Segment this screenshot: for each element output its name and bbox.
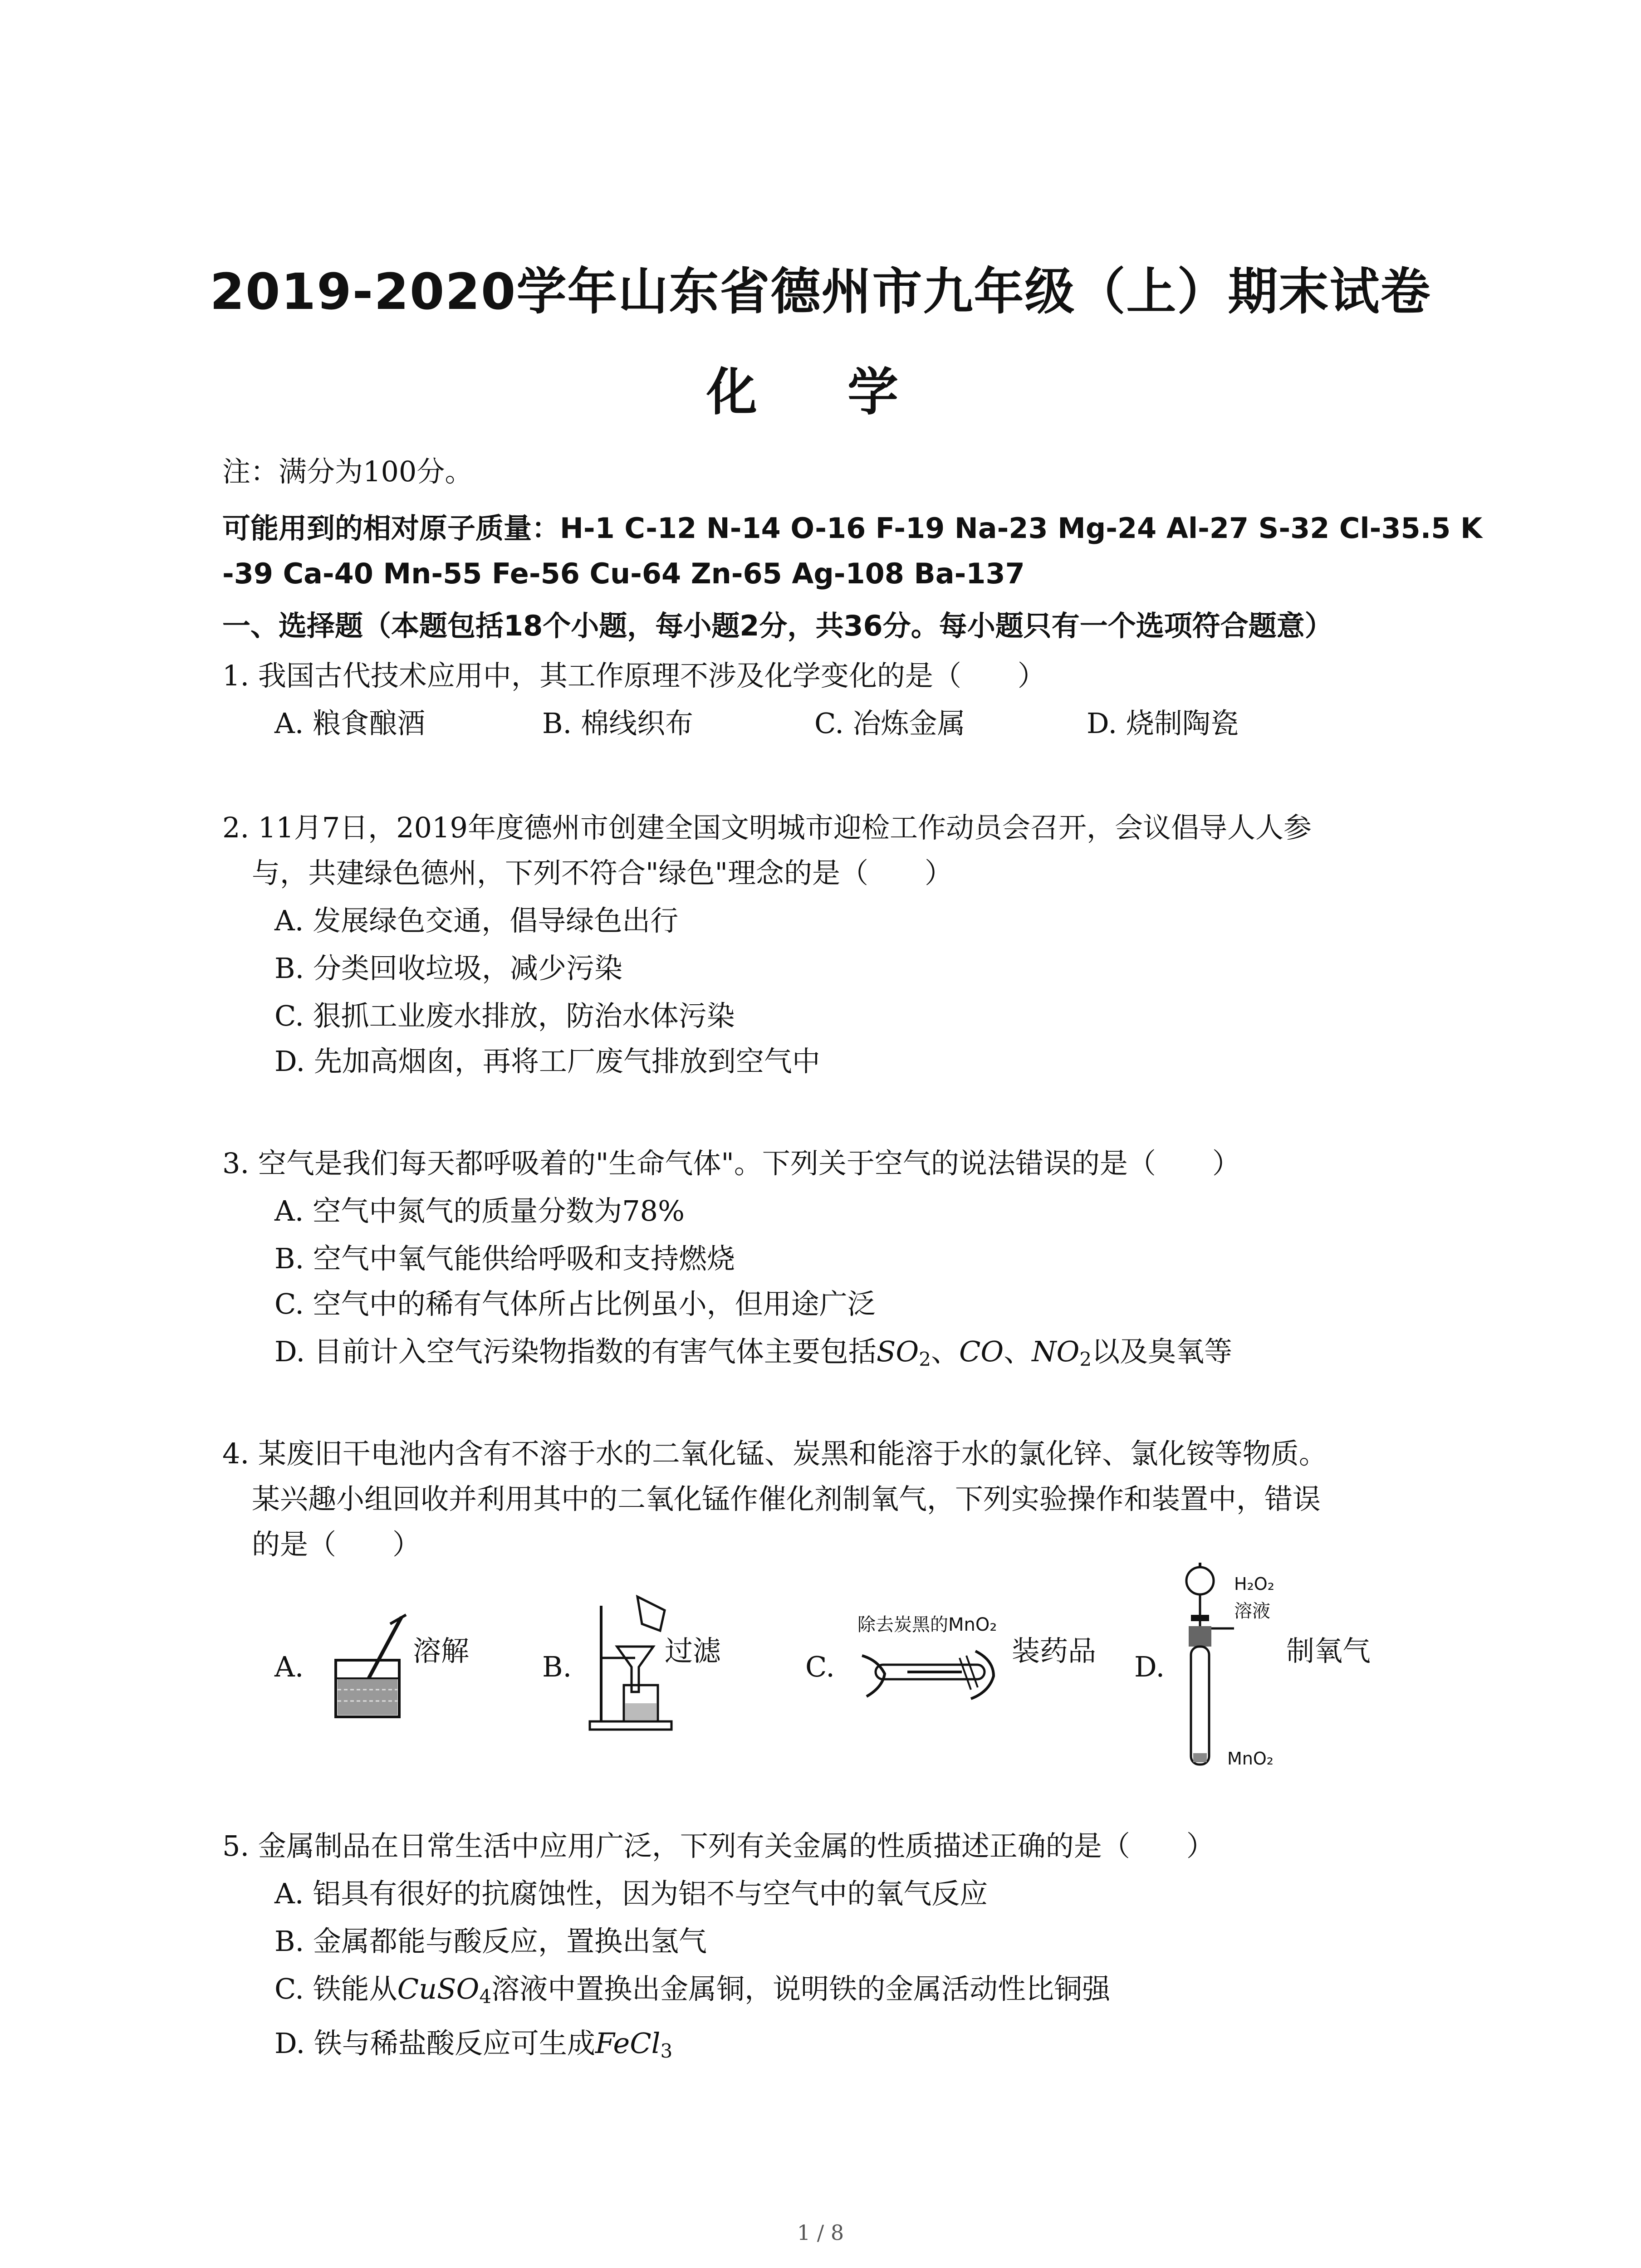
q3-option-b: B. 空气中氧气能供给呼吸和支持燃烧 xyxy=(274,1242,735,1275)
q1-option-b: B. 棉线织布 xyxy=(542,707,693,740)
separator: 、 xyxy=(1004,1335,1032,1368)
figure-d-mno2-label: MnO₂ xyxy=(1227,1749,1274,1769)
q4-option-c-label: 装药品 xyxy=(1012,1634,1097,1667)
subject-title: 化 学 xyxy=(706,363,935,422)
formula-cuso4-subscript: 4 xyxy=(479,1985,492,2008)
q5-option-d xyxy=(274,2025,672,2069)
formula-no2: NO xyxy=(1032,1335,1080,1368)
q3-option-d-text: D. 目前计入空气污染物指数的有害气体主要包括 xyxy=(274,1335,877,1368)
figure-c-caption: 除去炭黑的MnO₂ xyxy=(857,1614,997,1635)
q3-option-d xyxy=(274,1334,1232,1378)
q4-option-b-label: 过滤 xyxy=(665,1634,721,1667)
q5-option-b: B. 金属都能与酸反应，置换出氢气 xyxy=(274,1925,707,1958)
atomic-mass-line-1: 可能用到的相对原子质量：H-1 C-12 N-14 O-16 F-19 Na-23 Mg-24 Al-27 S-32 Cl-35.5 K xyxy=(222,512,1483,545)
q2-option-c: C. 狠抓工业废水排放，防治水体污染 xyxy=(274,999,735,1032)
page-number: 1 / 8 xyxy=(797,2220,844,2245)
atomic-mass-line-2: -39 Ca-40 Mn-55 Fe-56 Cu-64 Zn-65 Ag-108 Ba-137 xyxy=(222,557,1025,590)
q4-option-a-letter: A. xyxy=(274,1650,304,1683)
formula-fecl3: FeCl xyxy=(595,2027,661,2060)
formula-no2-subscript: 2 xyxy=(1079,1348,1092,1370)
q5-option-c xyxy=(274,1971,1110,2015)
formula-fecl3-subscript: 3 xyxy=(660,2040,673,2062)
q5-option-d-prefix: D. 铁与稀盐酸反应可生成 xyxy=(274,2027,595,2060)
separator: 、 xyxy=(931,1335,959,1368)
q1-option-a: A. 粮食酿酒 xyxy=(274,707,426,740)
section-heading: 一、选择题（本题包括18个小题，每小题2分，共36分。每小题只有一个选项符合题意） xyxy=(222,609,1333,642)
formula-so2-subscript: 2 xyxy=(919,1348,931,1370)
formula-cuso4: CuSO xyxy=(397,1972,480,2005)
question-4-stem-line-1: 4. 某废旧干电池内含有不溶于水的二氧化锰、炭黑和能溶于水的氯化锌、氯化铵等物质。 xyxy=(222,1437,1327,1470)
q4-option-d-letter: D. xyxy=(1134,1650,1165,1683)
question-4-stem-line-3: 的是（ ） xyxy=(252,1528,421,1561)
formula-so2: SO xyxy=(876,1335,919,1368)
question-1-stem: 1. 我国古代技术应用中，其工作原理不涉及化学变化的是（ ） xyxy=(222,659,1046,692)
question-2-stem-line-1: 2. 11月7日，2019年度德州市创建全国文明城市迎检工作动员会召开，会议倡导人人参 xyxy=(222,811,1312,844)
oxygen-generator-figure xyxy=(1175,1560,1234,1774)
q1-option-d: D. 烧制陶瓷 xyxy=(1087,707,1239,740)
q2-option-d: D. 先加高烟囱，再将工厂废气排放到空气中 xyxy=(274,1045,820,1078)
q3-option-a: A. 空气中氮气的质量分数为78% xyxy=(274,1194,685,1227)
formula-co: CO xyxy=(959,1335,1004,1368)
question-5-stem: 5. 金属制品在日常生活中应用广泛，下列有关金属的性质描述正确的是（ ） xyxy=(222,1829,1215,1862)
note-text: 注：满分为100分。 xyxy=(222,455,473,488)
q2-option-b: B. 分类回收垃圾，减少污染 xyxy=(274,952,622,985)
figure-d-solution-label: 溶液 xyxy=(1234,1601,1270,1622)
q4-option-c-letter: C. xyxy=(805,1650,835,1683)
question-4-stem-line-2: 某兴趣小组回收并利用其中的二氧化锰作催化剂制氧气，下列实验操作和装置中，错误 xyxy=(252,1482,1321,1515)
q4-option-b-letter: B. xyxy=(542,1650,572,1683)
q3-option-d-suffix: 以及臭氧等 xyxy=(1092,1335,1233,1368)
q1-option-c: C. 冶炼金属 xyxy=(814,707,965,740)
q4-option-a-label: 溶解 xyxy=(413,1634,470,1667)
figure-d-h2o2-label: H₂O₂ xyxy=(1234,1574,1274,1594)
question-3-stem: 3. 空气是我们每天都呼吸着的"生命气体"。下列关于空气的说法错误的是（ ） xyxy=(222,1147,1240,1180)
question-2-stem-line-2: 与，共建绿色德州，下列不符合"绿色"理念的是（ ） xyxy=(252,856,953,890)
q5-option-c-prefix: C. 铁能从 xyxy=(274,1972,397,2005)
q4-option-d-label: 制氧气 xyxy=(1286,1634,1371,1667)
test-tube-loading-figure xyxy=(857,1642,1003,1706)
filtration-apparatus-figure xyxy=(585,1588,676,1733)
q5-option-a: A. 铝具有很好的抗腐蚀性，因为铝不与空气中的氧气反应 xyxy=(274,1877,988,1910)
q5-option-c-suffix: 溶液中置换出金属铜，说明铁的金属活动性比铜强 xyxy=(491,1972,1111,2005)
dissolving-beaker-figure xyxy=(327,1610,408,1719)
q3-option-c: C. 空气中的稀有气体所占比例虽小，但用途广泛 xyxy=(274,1287,876,1320)
exam-title: 2019-2020学年山东省德州市九年级（上）期末试卷 xyxy=(210,263,1431,321)
q2-option-a: A. 发展绿色交通，倡导绿色出行 xyxy=(274,904,679,937)
